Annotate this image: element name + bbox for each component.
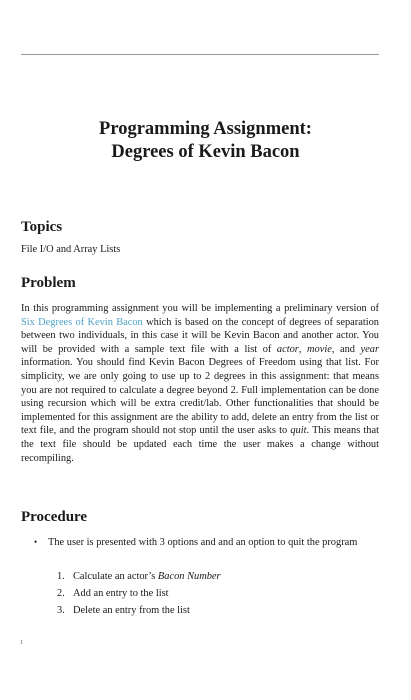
problem-sep-2: , and <box>331 343 361 355</box>
topics-text: File I/O and Array Lists <box>21 244 121 255</box>
procedure-heading: Procedure <box>21 509 88 525</box>
em-quit: quit <box>290 425 307 437</box>
procedure-bullet <box>34 536 379 550</box>
em-year: year <box>360 343 380 355</box>
problem-text-a: which is based on the concept of degrees of separation between two individuals, in this case it will be Kevin Bacon and another actor. You will be provided with a sample text file with a list of <box>21 316 379 355</box>
em-movie: movie <box>307 343 332 355</box>
document-title <box>0 118 411 164</box>
list-item-number: 1. <box>57 571 65 582</box>
list-item-text: Calculate an actor’s <box>73 571 158 582</box>
bullet-icon: • <box>34 537 38 547</box>
list-item <box>57 605 221 622</box>
problem-paragraph <box>21 302 379 465</box>
list-item-number: 3. <box>57 605 65 616</box>
em-actor: actor <box>276 343 299 355</box>
problem-sep-1: , <box>298 343 308 355</box>
procedure-list <box>57 571 221 622</box>
six-degrees-link[interactable]: Six Degrees of Kevin Bacon <box>21 316 143 328</box>
topics-heading: Topics <box>21 219 63 235</box>
list-item-number: 2. <box>57 588 65 599</box>
problem-text-b: information. You should find Kevin Bacon Degrees of Freedom using that list. For simplicity, we are only going to use up to 2 degrees in this assignment: that means you are not required to calculate a degree beyond 2. Full implementation can be done using recursion which will be extra credit/lab. Other functionalities that should be implemented for this assignment are the ability to add, delete an entry from the list or text file, and the program should not stop until the user asks to <box>21 357 379 437</box>
list-item-emphasis: Bacon Number <box>157 571 221 582</box>
list-item <box>57 571 221 588</box>
title-line-2: Degrees of Kevin Bacon <box>111 142 300 162</box>
header-rule <box>21 54 379 55</box>
problem-heading: Problem <box>21 275 76 291</box>
list-item <box>57 588 221 605</box>
problem-text-c: . This means that the text file should be updated each time the user makes a change without recompiling. <box>21 425 379 464</box>
title-line-1: Programming Assignment: <box>99 119 312 139</box>
page-number: 1 <box>20 640 23 646</box>
list-item-text: Add an entry to the list <box>73 588 169 599</box>
procedure-bullet-text: The user is presented with 3 options and and an option to quit the program <box>48 537 358 548</box>
problem-text-pre: In this programming assignment you will be implementing a preliminary version of <box>21 303 379 314</box>
list-item-text: Delete an entry from the list <box>73 605 190 616</box>
